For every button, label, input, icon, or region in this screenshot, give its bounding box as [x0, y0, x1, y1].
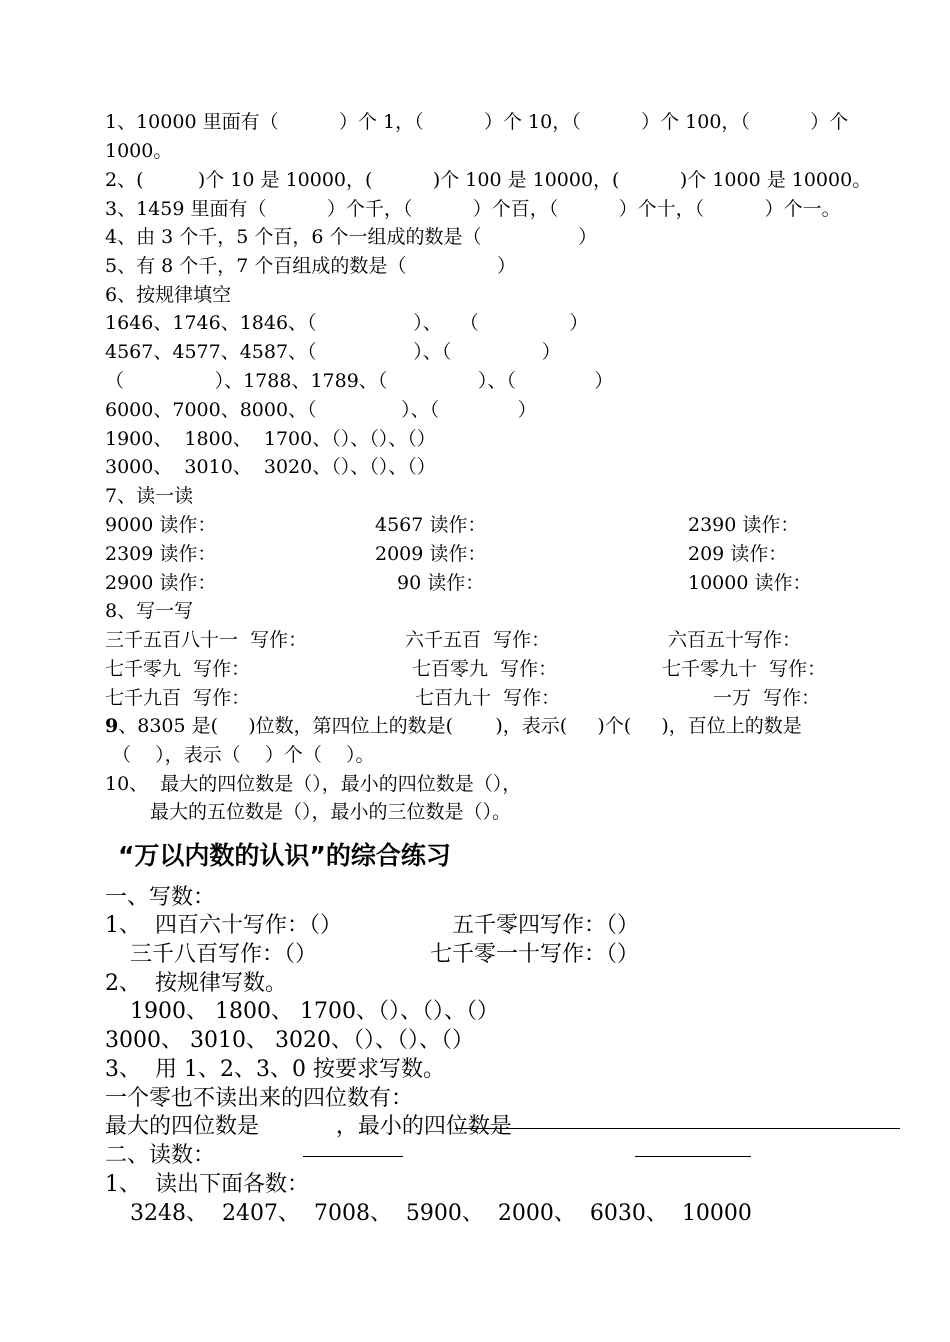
q7-item: 4567 读作： [375, 514, 487, 536]
section-title: “万以内数的认识”的综合练习 [118, 841, 451, 870]
q7-item: 2390 读作： [688, 514, 800, 536]
q8-item: 七千九百 写作： [105, 687, 251, 709]
q7-heading: 7、读一读 [105, 485, 194, 507]
s1-q1b: 五千零四写作：（） [452, 913, 640, 938]
q8-item: 一万 写作： [713, 687, 821, 709]
q7-item: 90 读作： [397, 572, 485, 594]
q7-item: 2900 读作： [105, 572, 217, 594]
q7-item: 209 读作： [688, 543, 788, 565]
q8-item: 七百九十 写作： [415, 687, 561, 709]
q6-heading: 6、按规律填空 [105, 284, 232, 306]
q9-line2: （ ），表示（ ）个（ ）。 [112, 744, 375, 766]
q6-row: 4567、4577、4587、（ ）、（ ） [105, 341, 561, 363]
answer-line [635, 1156, 751, 1157]
q10-line1: 10、 最大的四位数是（），最小的四位数是（）， [105, 773, 522, 795]
q7-item: 10000 读作： [688, 572, 812, 594]
s1-q3-b: 最大的四位数是 ，最小的四位数是 [105, 1114, 512, 1139]
q8-item: 七千零九 写作： [105, 658, 251, 680]
q8-item: 六百五十写作： [668, 629, 802, 651]
q1-line1: 1、10000 里面有（ ）个 1，（ ）个 10，（ ）个 100，（ ）个 [105, 111, 849, 133]
q8-item: 七千零九十 写作： [662, 658, 827, 680]
q9-text: 、8305 是( )位数，第四位上的数是( )，表示( )个( )，百位上的数是 [118, 715, 802, 737]
q8-item: 六千五百 写作： [405, 629, 551, 651]
q6-row: （ ）、1788、1789、（ ）、（ ） [105, 370, 614, 392]
s1-q3: 3、 用 1、2、3、0 按要求写数。 [105, 1057, 445, 1082]
q6-row: 6000、7000、8000、（ ）、（ ） [105, 399, 537, 421]
s1-q1a: 1、 四百六十写作：（） [105, 913, 342, 938]
q1-line2: 1000。 [105, 140, 173, 162]
q2: 2、( )个 10 是 10000，( )个 100 是 10000，( )个 1000 是 10000。 [105, 169, 872, 191]
s1-q1c: 三千八百写作：（） [130, 942, 318, 967]
q8-item: 七百零九 写作： [412, 658, 558, 680]
s1-q2-row1: 1900、 1800、 1700、（）、（）、（） [130, 999, 499, 1024]
s1-q1d: 七千零一十写作：（） [430, 942, 640, 967]
s2-numbers: 3248、 2407、 7008、 5900、 2000、 6030、 10000 [130, 1201, 752, 1226]
q10-line2: 最大的五位数是（），最小的三位数是（）。 [150, 801, 512, 823]
q7-item: 2309 读作： [105, 543, 217, 565]
q6-row: 3000、 3010、 3020、（）、（）、（） [105, 456, 436, 478]
s2-q1: 1、 读出下面各数： [105, 1172, 309, 1197]
q7-item: 2009 读作： [375, 543, 487, 565]
q5: 5、有 8 个千，7 个百组成的数是（ ） [105, 255, 516, 277]
q9-line1 [105, 714, 802, 738]
s1-q2: 2、 按规律写数。 [105, 971, 287, 996]
q7-item: 9000 读作： [105, 514, 217, 536]
answer-line [303, 1156, 403, 1157]
q8-heading: 8、写一写 [105, 600, 194, 622]
q8-item: 三千五百八十一 写作： [105, 629, 308, 651]
s1-q2-row2: 3000、 3010、 3020、（）、（）、（） [105, 1028, 474, 1053]
answer-line [455, 1128, 900, 1129]
s2-heading: 二、读数： [105, 1143, 216, 1168]
s1-heading: 一、写数： [105, 885, 216, 910]
s1-q3-a: 一个零也不读出来的四位数有： [105, 1086, 414, 1111]
q3: 3、1459 里面有（ ）个千，（ ）个百，（ ）个十，（ ）个一。 [105, 198, 841, 220]
q6-row: 1900、 1800、 1700、（）、（）、（） [105, 428, 436, 450]
q4: 4、由 3 个千，5 个百，6 个一组成的数是（ ） [105, 226, 598, 248]
q9-number: 9 [105, 715, 119, 737]
q6-row: 1646、1746、1846、（ ）、 （ ） [105, 312, 589, 334]
